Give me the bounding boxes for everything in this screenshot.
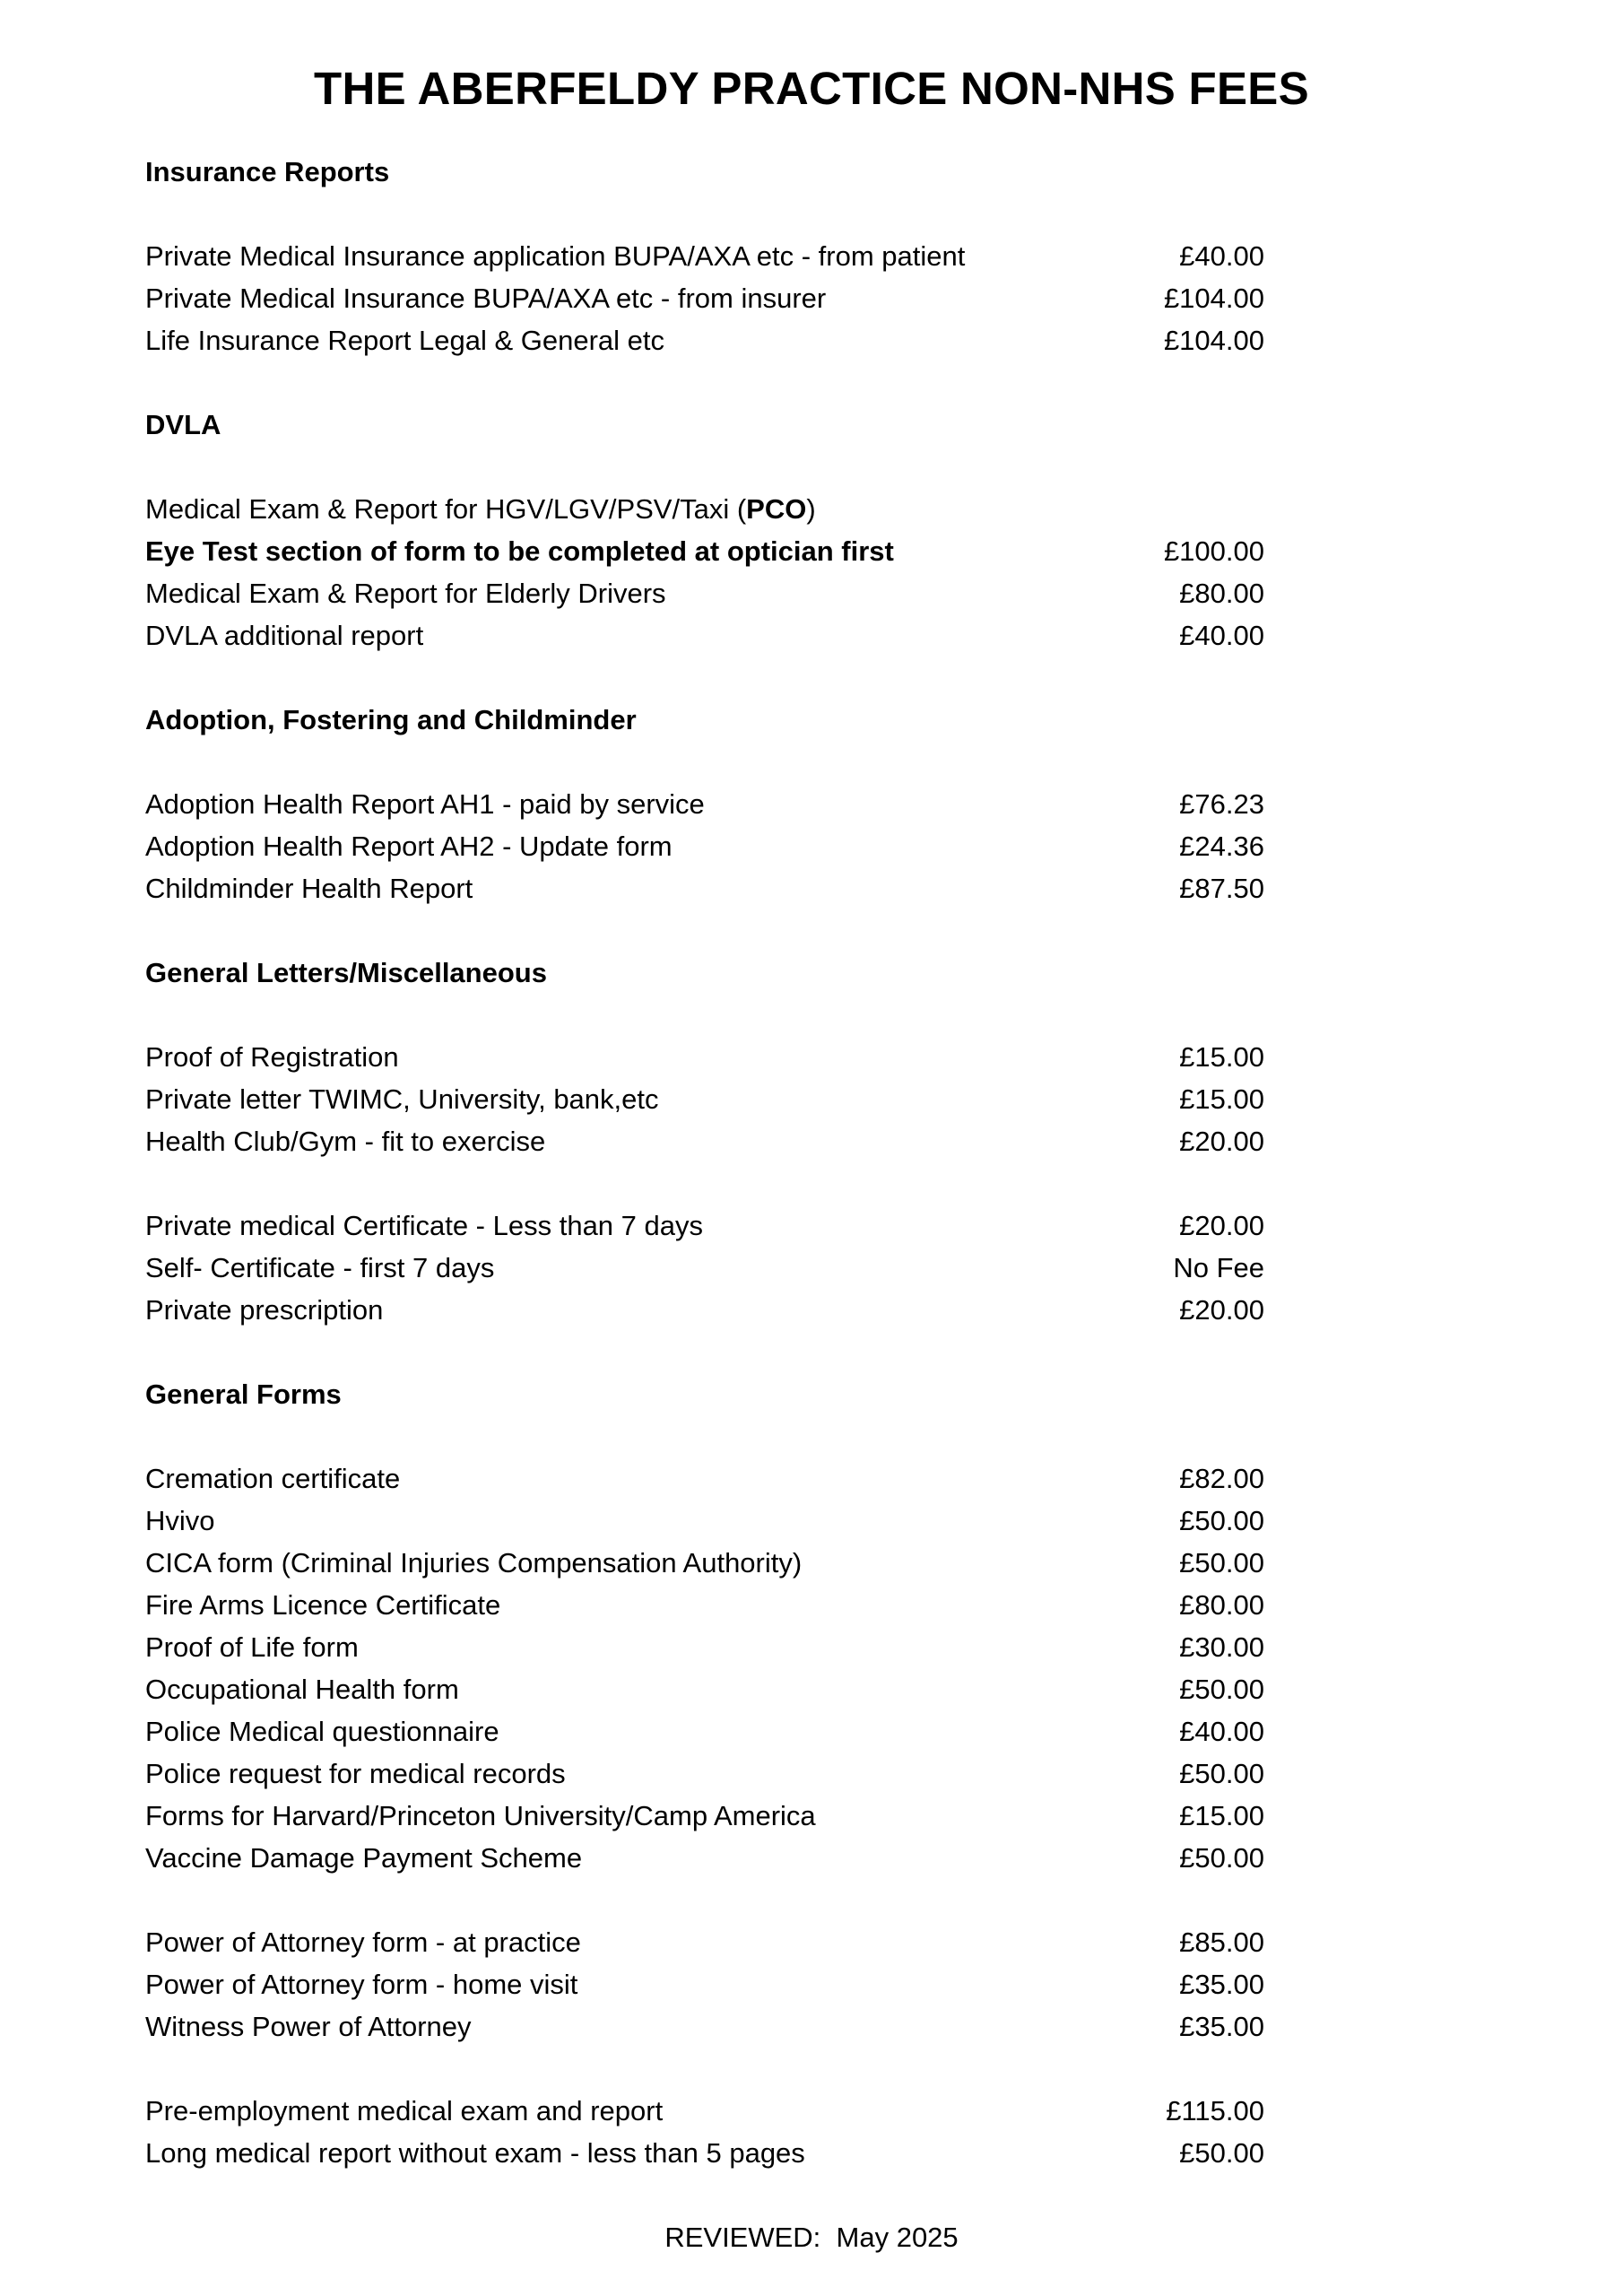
fee-label-suffix: ) (806, 493, 816, 525)
fee-label: Medical Exam & Report for Elderly Drivers (145, 578, 666, 609)
fee-price: £20.00 (1179, 1294, 1264, 1326)
fee-label-bold: PCO (746, 493, 807, 525)
fee-label: Hvivo (145, 1505, 215, 1536)
spacer (145, 361, 1264, 404)
fee-row (145, 2090, 1264, 2132)
spacer (145, 657, 1264, 699)
fee-row (145, 1626, 1264, 1668)
fee-price: £20.00 (1179, 1210, 1264, 1241)
fee-row (145, 614, 1264, 657)
fee-label: CICA form (Criminal Injuries Compensation Authority) (145, 1547, 803, 1578)
fee-price: £50.00 (1179, 1505, 1264, 1536)
fee-price: £85.00 (1179, 1926, 1264, 1958)
fee-price: £40.00 (1179, 240, 1264, 272)
fee-row (145, 1205, 1264, 1247)
fee-label: Private prescription (145, 1294, 384, 1326)
section-heading-letters: General Letters/Miscellaneous (145, 957, 547, 988)
fee-label: Self- Certificate - first 7 days (145, 1252, 495, 1283)
fee-row (145, 1289, 1264, 1331)
fee-label: Adoption Health Report AH1 - paid by service (145, 788, 705, 820)
fee-label: Proof of Life form (145, 1631, 359, 1663)
fee-label: Witness Power of Attorney (145, 2011, 472, 2042)
fee-price: £50.00 (1179, 2137, 1264, 2169)
section-heading-forms: General Forms (145, 1378, 342, 1410)
fee-price: No Fee (1173, 1252, 1264, 1283)
fee-row (145, 2005, 1264, 2048)
fee-label: Power of Attorney form - home visit (145, 1969, 578, 2000)
fee-label-eye-test: Eye Test section of form to be completed at optician first (145, 535, 894, 567)
spacer (145, 1879, 1264, 1921)
spacer (145, 1331, 1264, 1373)
fee-row (145, 1668, 1264, 1710)
section-heading-insurance: Insurance Reports (145, 156, 390, 187)
fee-row (145, 1710, 1264, 1752)
spacer (145, 2048, 1264, 2090)
fee-price: £40.00 (1179, 620, 1264, 651)
fee-row (145, 1457, 1264, 1500)
fee-price: £115.00 (1166, 2095, 1264, 2126)
fee-label: Cremation certificate (145, 1463, 401, 1494)
spacer (145, 1162, 1264, 1205)
fee-row (145, 488, 1264, 530)
fee-price: £100.00 (1163, 535, 1264, 567)
fee-price: £50.00 (1179, 1547, 1264, 1578)
fee-row (145, 1795, 1264, 1837)
fee-price: £80.00 (1179, 578, 1264, 609)
fee-price: £80.00 (1179, 1589, 1264, 1621)
fee-row (145, 1120, 1264, 1162)
fee-label: Childminder Health Report (145, 873, 473, 904)
fee-row (145, 1584, 1264, 1626)
fee-row (145, 235, 1264, 277)
fee-price: £35.00 (1179, 2011, 1264, 2042)
fee-label: Fire Arms Licence Certificate (145, 1589, 501, 1621)
fee-row (145, 572, 1264, 614)
fee-label: Police request for medical records (145, 1758, 566, 1789)
fee-price: £24.36 (1179, 831, 1264, 862)
fee-row (145, 1837, 1264, 1879)
reviewed-date: REVIEWED: May 2025 (664, 2222, 959, 2253)
fee-row (145, 319, 1264, 361)
fee-price: £40.00 (1179, 1716, 1264, 1747)
fee-label (145, 488, 816, 530)
fee-price: £82.00 (1179, 1463, 1264, 1494)
spacer (145, 909, 1264, 952)
fee-label: Vaccine Damage Payment Scheme (145, 1842, 583, 1874)
fee-label: Police Medical questionnaire (145, 1716, 499, 1747)
section-heading-dvla: DVLA (145, 409, 221, 440)
fee-price: £104.00 (1163, 325, 1264, 356)
fee-label-prefix: Medical Exam & Report for HGV/LGV/PSV/Taxi ( (145, 493, 747, 525)
fee-row (145, 277, 1264, 319)
fee-label: Private letter TWIMC, University, bank,etc (145, 1083, 659, 1115)
fee-row (145, 2132, 1264, 2174)
fee-row (145, 1542, 1264, 1584)
fee-row (145, 1963, 1264, 2005)
fee-price: £30.00 (1179, 1631, 1264, 1663)
fee-label: Adoption Health Report AH2 - Update form (145, 831, 673, 862)
fee-label: Private Medical Insurance application BUPA/AXA etc - from patient (145, 240, 966, 272)
fee-price: £20.00 (1179, 1126, 1264, 1157)
page-title: THE ABERFELDY PRACTICE NON-NHS FEES (314, 63, 1309, 114)
fee-price: £87.50 (1179, 873, 1264, 904)
fee-label: Pre-employment medical exam and report (145, 2095, 664, 2126)
fee-row (145, 1921, 1264, 1963)
fee-row (145, 825, 1264, 867)
fee-label: Private Medical Insurance BUPA/AXA etc - from insurer (145, 283, 827, 314)
fee-label: DVLA additional report (145, 620, 424, 651)
fee-row (145, 783, 1264, 825)
fee-row (145, 1500, 1264, 1542)
fee-row (145, 1078, 1264, 1120)
fee-label: Proof of Registration (145, 1041, 399, 1073)
fee-row (145, 530, 1264, 572)
fee-price: £15.00 (1179, 1041, 1264, 1073)
fee-list (145, 151, 1264, 2174)
fee-row (145, 1247, 1264, 1289)
fee-price: £50.00 (1179, 1674, 1264, 1705)
fee-row (145, 1752, 1264, 1795)
fee-price: £15.00 (1179, 1800, 1264, 1831)
fee-price: £15.00 (1179, 1083, 1264, 1115)
fee-price: £76.23 (1179, 788, 1264, 820)
fee-price: £50.00 (1179, 1758, 1264, 1789)
fee-label: Private medical Certificate - Less than 7 days (145, 1210, 703, 1241)
fee-label: Health Club/Gym - fit to exercise (145, 1126, 546, 1157)
fee-label: Occupational Health form (145, 1674, 459, 1705)
fee-row (145, 867, 1264, 909)
fee-label: Forms for Harvard/Princeton University/Camp America (145, 1800, 816, 1831)
fee-row (145, 1036, 1264, 1078)
fee-price: £35.00 (1179, 1969, 1264, 2000)
fee-label: Power of Attorney form - at practice (145, 1926, 581, 1958)
fee-price: £50.00 (1179, 1842, 1264, 1874)
fee-label: Long medical report without exam - less than 5 pages (145, 2137, 805, 2169)
fee-label: Life Insurance Report Legal & General etc (145, 325, 665, 356)
fee-price: £104.00 (1163, 283, 1264, 314)
section-heading-adoption: Adoption, Fostering and Childminder (145, 704, 637, 735)
